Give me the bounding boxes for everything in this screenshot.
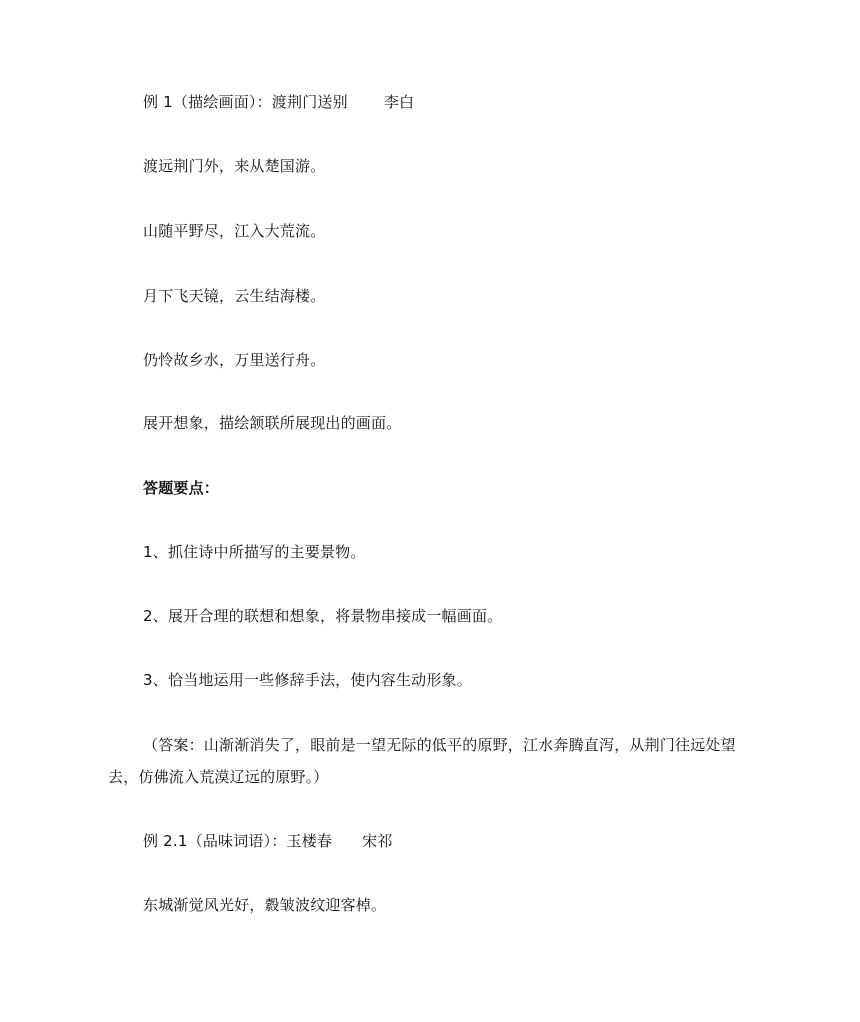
poem-line: 东城渐觉风光好，縠皱波纹迎客棹。 bbox=[143, 896, 387, 914]
example-2-author: 宋祁 bbox=[362, 832, 393, 850]
poem-line: 山随平野尽，江入大荒流。 bbox=[143, 222, 326, 240]
example-2-heading bbox=[143, 831, 393, 851]
example-1-author: 李白 bbox=[383, 93, 415, 111]
example-1-heading bbox=[143, 92, 414, 112]
key-point-item: 3、恰当地运用一些修辞手法，使内容生动形象。 bbox=[143, 671, 472, 689]
poem-line: 月下飞天镜，云生结海楼。 bbox=[143, 287, 326, 305]
example-1-title: 例 1（描绘画面）：渡荆门送别 bbox=[143, 93, 348, 111]
example-2-title: 例 2.1（品味词语）：玉楼春 bbox=[143, 832, 333, 850]
key-points-title: 答题要点： bbox=[143, 479, 220, 497]
question-text: 展开想象，描绘颔联所展现出的画面。 bbox=[143, 414, 402, 432]
answer-paragraph: （答案：山渐渐消失了，眼前是一望无际的低平的原野，江水奔腾直泻，从荆门往远处望去，仿佛流入荒漠辽远的原野。） bbox=[108, 736, 736, 786]
key-point-item: 2、展开合理的联想和想象，将景物串接成一幅画面。 bbox=[143, 607, 503, 625]
poem-line: 仍怜故乡水，万里送行舟。 bbox=[143, 351, 326, 369]
key-point-item: 1、抓住诗中所描写的主要景物。 bbox=[143, 543, 366, 561]
poem-line: 渡远荆门外，来从楚国游。 bbox=[143, 157, 326, 175]
